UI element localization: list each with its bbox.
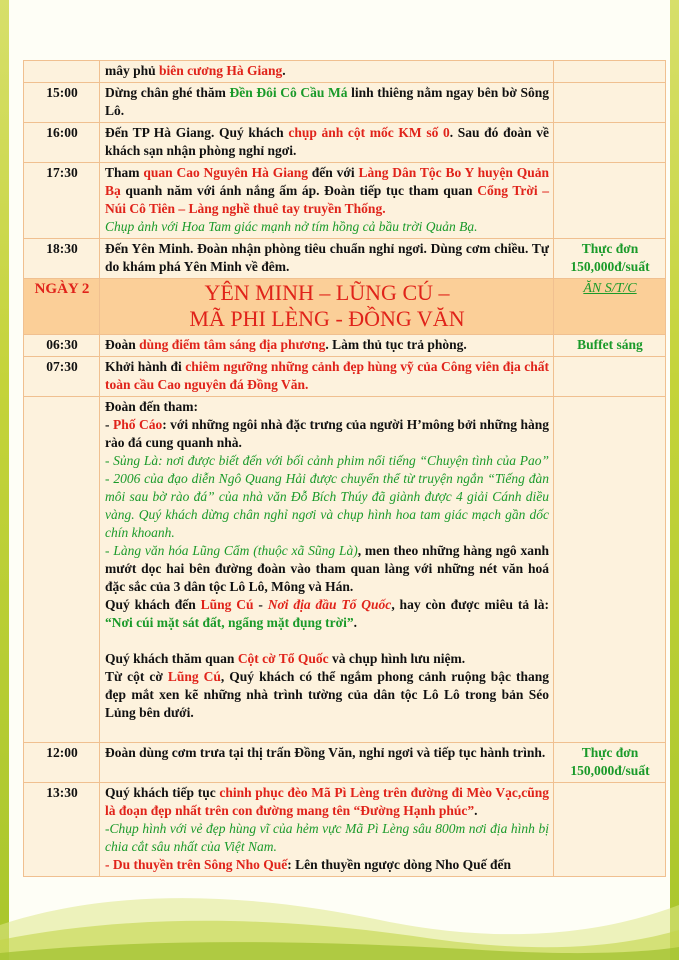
highlight-text: chiêm ngưỡng những cảnh đẹp hùng vỹ của Công viên địa chất toàn cầu Cao nguyên đá Đồng Văn. [105, 359, 549, 392]
meal-cell [554, 743, 666, 783]
time-cell: 07:30 [24, 357, 100, 397]
activity-cell [100, 397, 554, 743]
table-row [24, 397, 666, 743]
highlight-text: Làng Dân Tộc Bo Y huyện Quản Bạ [105, 165, 549, 198]
day-meal-plan: ĂN S/T/C [554, 279, 666, 335]
table-row [24, 61, 666, 83]
meal-label: Thực đơn [581, 745, 639, 760]
time-cell: 12:00 [24, 743, 100, 783]
table-row [24, 239, 666, 279]
meal-label: Thực đơn [581, 241, 639, 256]
activity-cell [100, 357, 554, 397]
spacer [105, 632, 549, 650]
table-row [24, 83, 666, 123]
table-row [24, 163, 666, 239]
activity-text: Đoàn [105, 337, 140, 352]
meal-cell [554, 123, 666, 163]
activity-cell [100, 83, 554, 123]
table-row [24, 783, 666, 877]
highlight-text: Cột cờ Tổ Quốc [237, 651, 329, 666]
table-row [24, 123, 666, 163]
time-cell: 17:30 [24, 163, 100, 239]
highlight-text: Cổng Trời – Núi Cô Tiên – Làng nghề thuê tay truyền Thống. [105, 183, 549, 216]
highlight-text: Lũng Cú [200, 597, 254, 612]
activity-paragraph [105, 668, 549, 722]
activity-paragraph [105, 596, 549, 632]
activity-paragraph [105, 784, 549, 820]
day-title-line: YÊN MINH – LŨNG CÚ – [204, 280, 450, 305]
activity-text: Tham [105, 165, 144, 180]
meal-cell [554, 61, 666, 83]
highlight-text: Đền Đôi Cô Cầu Má [229, 85, 348, 100]
activity-cell [100, 123, 554, 163]
activity-cell: Đến Yên Minh. Đoàn nhận phòng tiêu chuẩn nghỉ ngơi. Dùng cơm chiều. Tự do khám phá Yên Minh về đêm. [100, 239, 554, 279]
activity-text: Khởi hành đi [105, 359, 186, 374]
highlight-text: biên cương Hà Giang [159, 63, 283, 78]
activity-paragraph [105, 416, 549, 452]
activity-text: : với những ngôi nhà đặc trưng của người H’mông bởi những hàng rào đá cung quanh nhà. [105, 417, 549, 450]
left-decorative-border [0, 0, 9, 960]
photo-note: -Chụp hình với vẻ đẹp hùng vĩ của hẻm vực Mã Pì Lèng sâu 800m nơi địa hình bị chia cắt sâu nhất của Việt Nam. [105, 821, 549, 854]
time-cell: 06:30 [24, 335, 100, 357]
activity-text: Dừng chân ghé thăm [105, 85, 230, 100]
table-row [24, 335, 666, 357]
activity-paragraph [105, 542, 549, 596]
highlight-text: - Làng văn hóa Lũng Cẩm (thuộc xã Sũng Là) [105, 543, 358, 558]
activity-paragraph [105, 856, 549, 874]
meal-price: 150,000đ/suất [570, 259, 650, 274]
time-cell: 15:00 [24, 83, 100, 123]
activity-paragraph [105, 650, 549, 668]
quote-text: “Nơi cúi mặt sát đất, ngẩng mặt đụng trời” [105, 615, 354, 630]
activity-cell [100, 163, 554, 239]
activity-text: mây phủ [105, 63, 160, 78]
meal-cell [554, 83, 666, 123]
activity-text: quanh năm với ánh nắng ấm áp. Đoàn tiếp tục tham quan [120, 183, 478, 198]
time-cell [24, 397, 100, 743]
activity-text: , men theo những hàng ngô xanh mướt dọc hai bên đường đoàn vào tham quan làng với những nét văn hoá đặc sắc của 3 dân tộc Lô Lô, Mông và Hán. [105, 543, 549, 594]
activity-text: Đoàn đến tham: [105, 399, 199, 414]
meal-cell [554, 783, 666, 877]
activity-text: . Làm thủ tục trả phòng. [325, 337, 467, 352]
activity-text: và chụp hình lưu niệm. [328, 651, 466, 666]
itinerary-table [23, 60, 666, 877]
highlight-text: chụp ảnh cột mốc KM số 0 [288, 125, 450, 140]
day-label: NGÀY 2 [24, 279, 100, 335]
activity-text: Từ cột cờ [105, 669, 168, 684]
time-cell: 18:30 [24, 239, 100, 279]
highlight-text: chinh phục đèo Mã Pì Lèng trên đường đi Mèo Vạc,cũng là đoạn đẹp nhất trên con đường mang tên “Đường Hạnh phúc” [105, 785, 549, 818]
day-title [100, 279, 554, 335]
time-cell: 13:30 [24, 783, 100, 877]
bullet: - [105, 417, 113, 432]
activity-text: Đến TP Hà Giang. Quý khách [105, 125, 289, 140]
photo-note: Chụp ảnh với Hoa Tam giác mạnh nở tím hồng cả bầu trời Quản Bạ. [105, 219, 478, 234]
activity-paragraph: - Sủng Là: nơi được biết đến với bối cảnh phim nổi tiếng “Chuyện tình của Pao” - 2006 của đạo diễn Ngô Quang Hải được chuyển thể từ truyện ngắn “Tiếng đàn môi sau bờ rào đá” của nhà văn Đỗ Bích Thúy đã giành được 4 giải Cánh diều vàng. Quý khách dừng chân nghỉ ngơi và chụp hình hoa tam giác mạch gần dốc chín khoanh. [105, 453, 549, 540]
highlight-text: dùng điểm tâm sáng địa phương [139, 337, 326, 352]
highlight-text: Phố Cáo [112, 417, 163, 432]
activity-cell [100, 335, 554, 357]
activity-text: . [353, 615, 357, 630]
activity-cell [100, 783, 554, 877]
activity-text: Quý khách tiếp tục [105, 785, 220, 800]
meal-cell [554, 163, 666, 239]
activity-cell [100, 61, 554, 83]
day-header-row [24, 279, 666, 335]
activity-text: linh thiêng nằm ngay bên bờ Sông Lô. [105, 85, 549, 118]
highlight-text: Nơi địa đầu Tổ Quốc [267, 597, 392, 612]
activity-text: . Sau đó đoàn về khách sạn nhận phòng nghỉ ngơi. [105, 125, 549, 158]
highlight-text: quan Cao Nguyên Hà Giang [143, 165, 308, 180]
highlight-text: - Du thuyền trên Sông Nho Quế [105, 857, 288, 872]
table-row [24, 357, 666, 397]
right-decorative-border [670, 0, 679, 960]
day-title-line: MÃ PHI LÈNG - ĐỒNG VĂN [189, 306, 465, 331]
highlight-text: Lũng Cú [167, 669, 221, 684]
activity-cell: Đoàn dùng cơm trưa tại thị trấn Đồng Văn, nghỉ ngơi và tiếp tục hành trình. [100, 743, 554, 783]
meal-cell [554, 397, 666, 743]
activity-text: , Quý khách có thể ngắm phong cảnh ruộng bậc thang đẹp mắt xen kẽ những nhà trình tường của dân tộc Lô Lô trong bản Séo Lủng bên dưới. [105, 669, 549, 720]
activity-text: đến với [307, 165, 359, 180]
activity-text: - [253, 597, 268, 612]
meal-price: 150,000đ/suất [570, 763, 650, 778]
spacer [105, 722, 549, 740]
time-cell [24, 61, 100, 83]
activity-text: . [474, 803, 478, 818]
activity-text: : Lên thuyền ngược dòng Nho Quế đến [287, 857, 512, 872]
bottom-leaf-decoration [0, 865, 679, 960]
activity-text: Quý khách thăm quan [105, 651, 238, 666]
meal-cell [554, 239, 666, 279]
time-cell: 16:00 [24, 123, 100, 163]
activity-text: . [282, 63, 286, 78]
table-row [24, 743, 666, 783]
meal-cell: Buffet sáng [554, 335, 666, 357]
activity-text: , hay còn được miêu tả là: [391, 597, 549, 612]
meal-cell [554, 357, 666, 397]
activity-text: Quý khách đến [105, 597, 201, 612]
